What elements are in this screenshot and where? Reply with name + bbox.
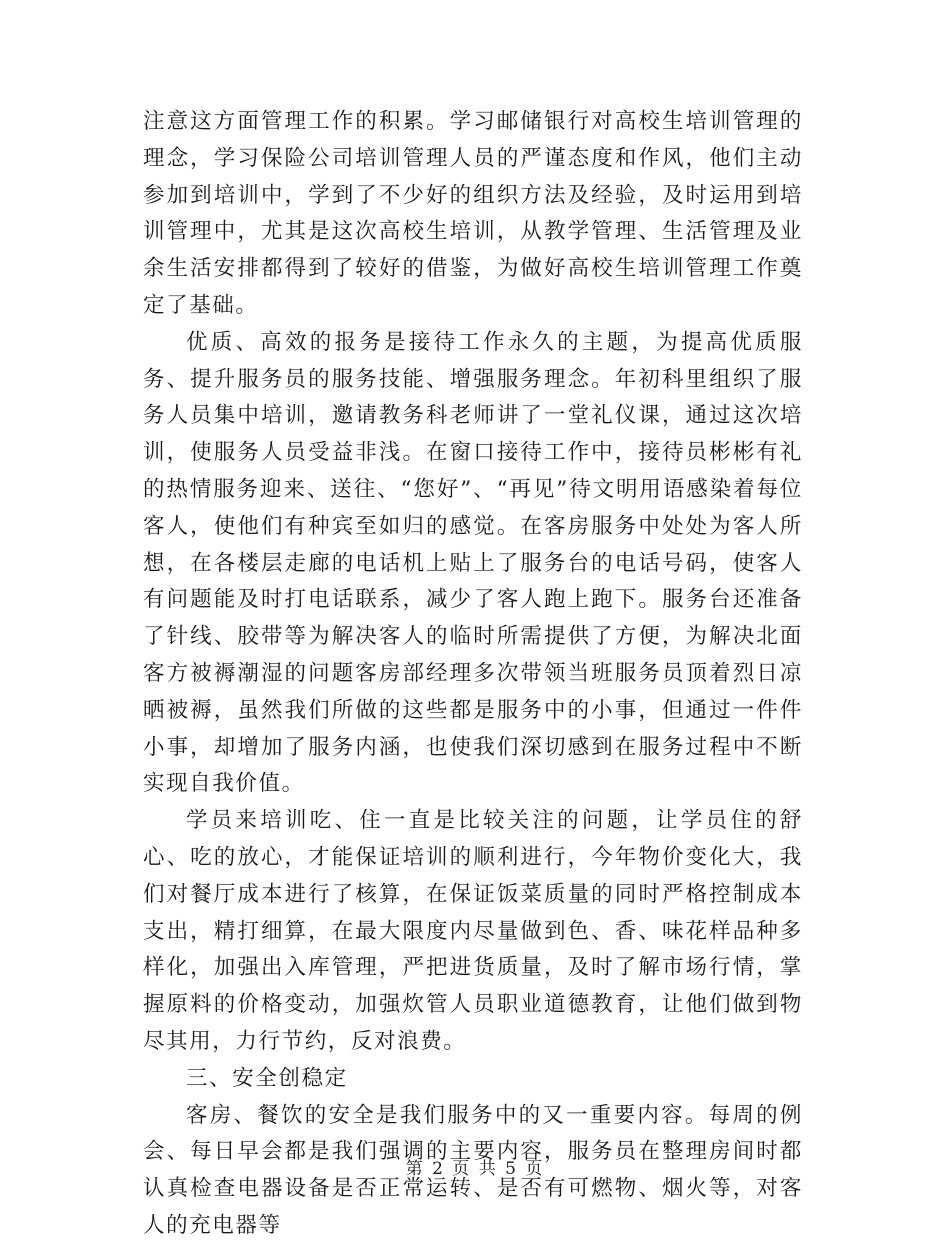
paragraph-2: 优质、高效的报务是接待工作永久的主题，为提高优质服务、提升服务员的服务技能、增强服务理念。年初科里组织了服务人员集中培训，邀请教务科老师讲了一堂礼仪课，通过这次培训，使服务人员受益非浅。在窗口接待工作中，接待员彬彬有礼的热情服务迎来、送往、“您好”、“再见”待文明用语感染着每位客人，使他们有种宾至如归的感觉。在客房服务中处处为客人所想，在各楼层走廊的电话机上贴上了服务台的电话号码，使客人有问题能及时打电话联系，减少了客人跑上跑下。服务台还准备了针线、胶带等为解决客人的临时所需提供了方便，为解决北面客方被褥潮湿的问题客房部经理多次带领当班服务员顶着烈日凉晒被褥，虽然我们所做的这些都是服务中的小事，但通过一件件小事，却增加了服务内涵，也使我们深切感到在服务过程中不断实现自我价值。: [143, 329, 803, 797]
paragraph-3: 学员来培训吃、住一直是比较关注的问题，让学员住的舒心、吃的放心，才能保证培训的顺利进行，今年物价变化大，我们对餐厅成本进行了核算，在保证饭菜质量的同时严格控制成本支出，精打细算，在最大限度内尽量做到色、香、味花样品种多样化，加强出入库管理，严把进货质量，及时了解市场行情，掌握原料的价格变动，加强炊管人员职业道德教育，让他们做到物尽其用，力行节约，反对浪费。: [143, 808, 803, 1054]
document-body: [143, 104, 803, 1245]
paragraph-4: 客房、餐饮的安全是我们服务中的又一重要内容。每周的例会、每日早会都是我们强调的主要内容，服务员在整理房间时都认真检查电器设备是否正常运转、是否有可燃物、烟火等，对客人的充电器等: [143, 1102, 803, 1238]
paragraph-1: 注意这方面管理工作的积累。学习邮储银行对高校生培训管理的理念，学习保险公司培训管理人员的严谨态度和作风，他们主动参加到培训中，学到了不少好的组织方法及经验，及时运用到培训管理中，尤其是这次高校生培训，从教学管理、生活管理及业余生活安排都得到了较好的借鉴，为做好高校生培训管理工作奠定了基础。: [143, 109, 803, 318]
page-footer: 第 2 页 共 5 页: [405, 1159, 545, 1179]
section-heading: 三、安全创稳定: [186, 1065, 348, 1091]
